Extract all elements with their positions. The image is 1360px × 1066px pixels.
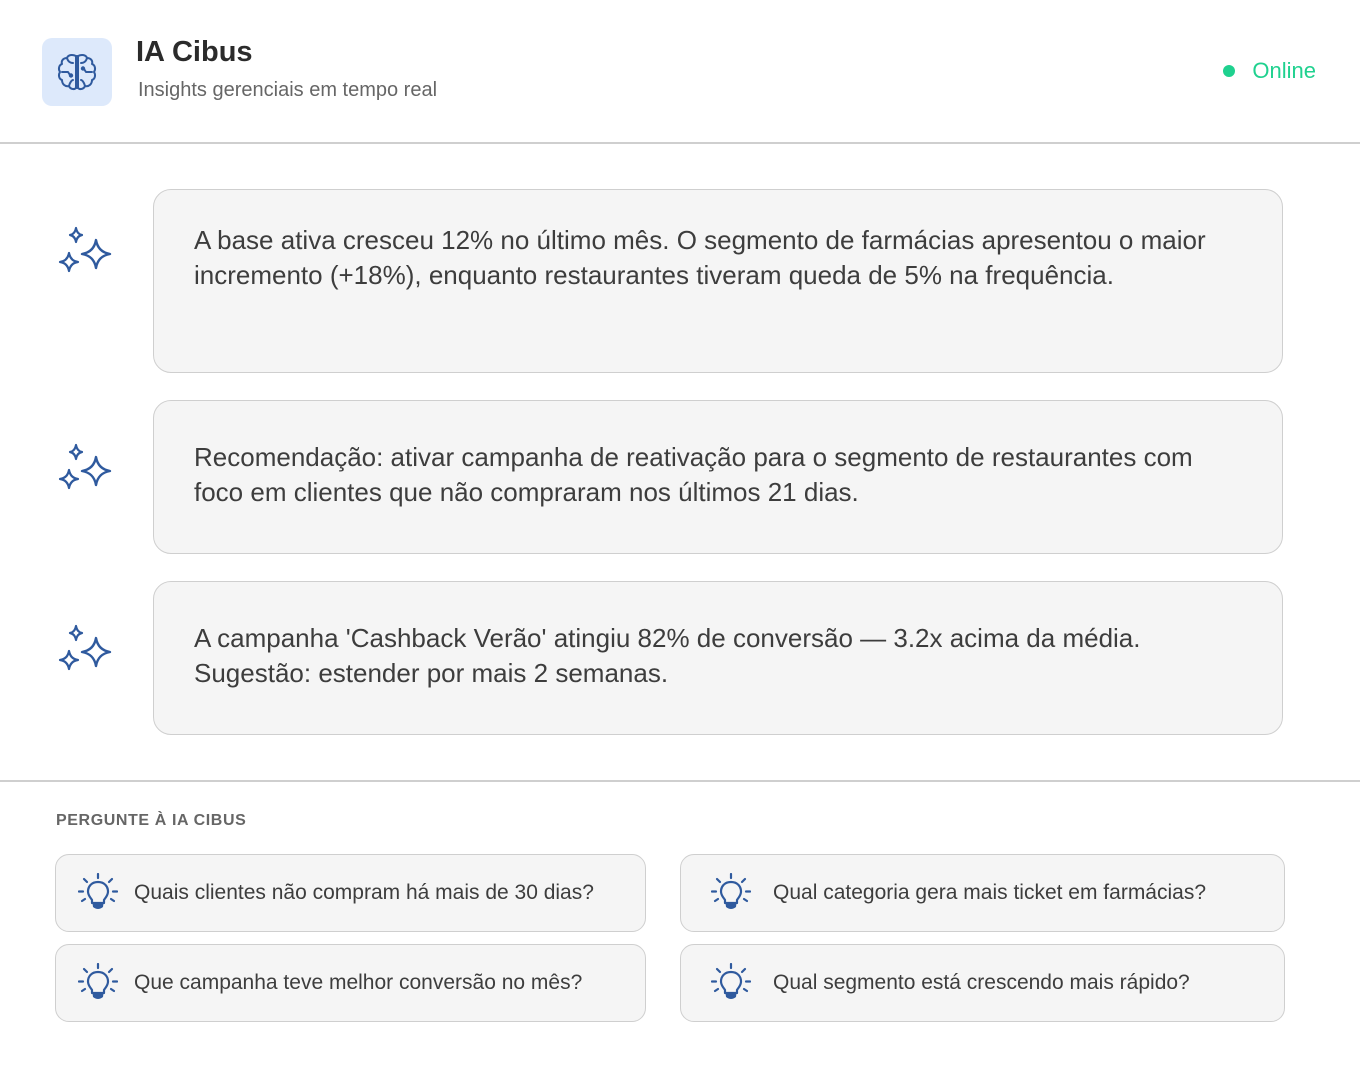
insight-bubble [153,581,1283,735]
suggestion-label: Qual segmento está crescendo mais rápido? [773,971,1190,994]
suggestion-button[interactable] [680,854,1285,932]
suggestion-label: Qual categoria gera mais ticket em farmácias? [773,881,1207,904]
suggestion-label: Que campanha teve melhor conversão no mês? [134,971,583,994]
sparkle-icon [58,624,114,680]
app-header [0,0,1360,144]
lightbulb-icon [711,963,751,1003]
ask-section-title: PERGUNTE À IA CIBUS [56,812,247,829]
section-divider [0,780,1360,782]
suggestion-label: Quais clientes não compram há mais de 30 dias? [134,881,594,904]
suggestion-button[interactable] [55,854,646,932]
sparkle-icon [58,443,114,499]
insight-text: A base ativa cresceu 12% no último mês. O segmento de farmácias apresentou o maior incremento (+18%), enquanto restaurantes tiveram queda de 5% na frequência. [194,225,1206,290]
online-dot-icon [1223,65,1235,77]
sparkle-icon [58,226,114,282]
lightbulb-icon [78,963,118,1003]
insight-bubble [153,189,1283,373]
app-subtitle: Insights gerenciais em tempo real [138,79,438,101]
status-indicator [1223,58,1316,84]
insight-text: Recomendação: ativar campanha de reativação para o segmento de restaurantes com foco em clientes que não compraram nos últimos 21 dias. [194,442,1193,507]
insight-bubble [153,400,1283,554]
status-label: Online [1252,58,1316,83]
app-title: IA Cibus [136,36,253,68]
insight-text: A campanha 'Cashback Verão' atingiu 82% de conversão — 3.2x acima da média. Sugestão: estender por mais 2 semanas. [194,623,1141,688]
lightbulb-icon [711,873,751,913]
suggestion-button[interactable] [55,944,646,1022]
suggestion-button[interactable] [680,944,1285,1022]
brain-icon [55,50,99,94]
lightbulb-icon [78,873,118,913]
logo [42,38,112,106]
